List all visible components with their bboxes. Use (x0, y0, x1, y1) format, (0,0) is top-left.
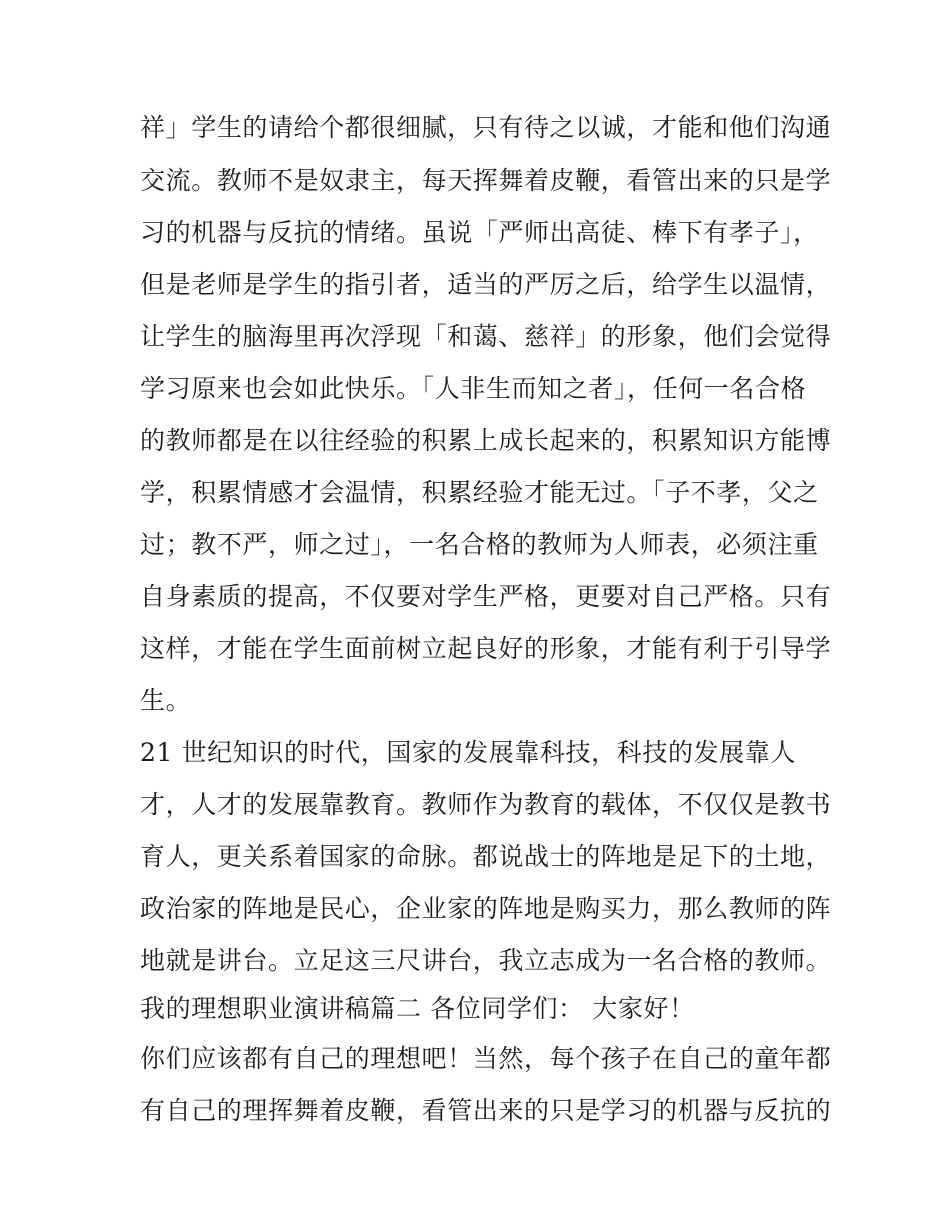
text-line: 有自己的理挥舞着皮鞭，看管出来的只是学习的机器与反抗的 (140, 1096, 832, 1125)
text-line: 学习原来也会如此快乐。「人非生而知之者」，任何一名合格 (140, 374, 807, 403)
text-line: 地就是讲台。立足这三尺讲台，我立志成为一名合格的教师。 (140, 946, 832, 975)
text-line: 才，人才的发展靠教育。教师作为教育的载体，不仅仅是教书 (140, 790, 832, 819)
text-line: 的教师都是在以往经验的积累上成长起来的，积累知识方能博 (140, 426, 832, 455)
section-heading: 我的理想职业演讲稿篇二 各位同学们： 大家好！ (140, 994, 695, 1023)
text-line: 政治家的阵地是民心，企业家的阵地是购买力，那么教师的阵 (140, 894, 832, 923)
text-line: 生。 (140, 686, 192, 715)
text-line: 交流。教师不是奴隶主，每天挥舞着皮鞭，看管出来的只是学 (140, 166, 832, 195)
text-line: 祥」学生的请给个都很细腻，只有待之以诚，才能和他们沟通 (140, 113, 832, 142)
text-line: 育人，更关系着国家的命脉。都说战士的阵地是足下的土地， (140, 842, 832, 871)
text-line: 21 世纪知识的时代，国家的发展靠科技，科技的发展靠人 (140, 738, 796, 767)
text-line: 过；教不严，师之过」，一名合格的教师为人师表，必须注重 (140, 530, 819, 559)
text-line: 但是老师是学生的指引者，适当的严厉之后，给学生以温情， (140, 270, 832, 299)
text-line: 自身素质的提高，不仅要对学生严格，更要对自己严格。只有 (140, 582, 832, 611)
text-line: 学，积累情感才会温情，积累经验才能无过。「子不孝，父之 (140, 478, 819, 507)
text-line: 你们应该都有自己的理想吧！当然，每个孩子在自己的童年都 (140, 1044, 832, 1073)
text-line: 让学生的脑海里再次浮现「和蔼、慈祥」的形象，他们会觉得 (140, 322, 832, 351)
text-line: 习的机器与反抗的情绪。虽说「严师出高徒、棒下有孝子」， (140, 218, 819, 247)
text-line: 这样，才能在学生面前树立起良好的形象，才能有利于引导学 (140, 634, 832, 663)
